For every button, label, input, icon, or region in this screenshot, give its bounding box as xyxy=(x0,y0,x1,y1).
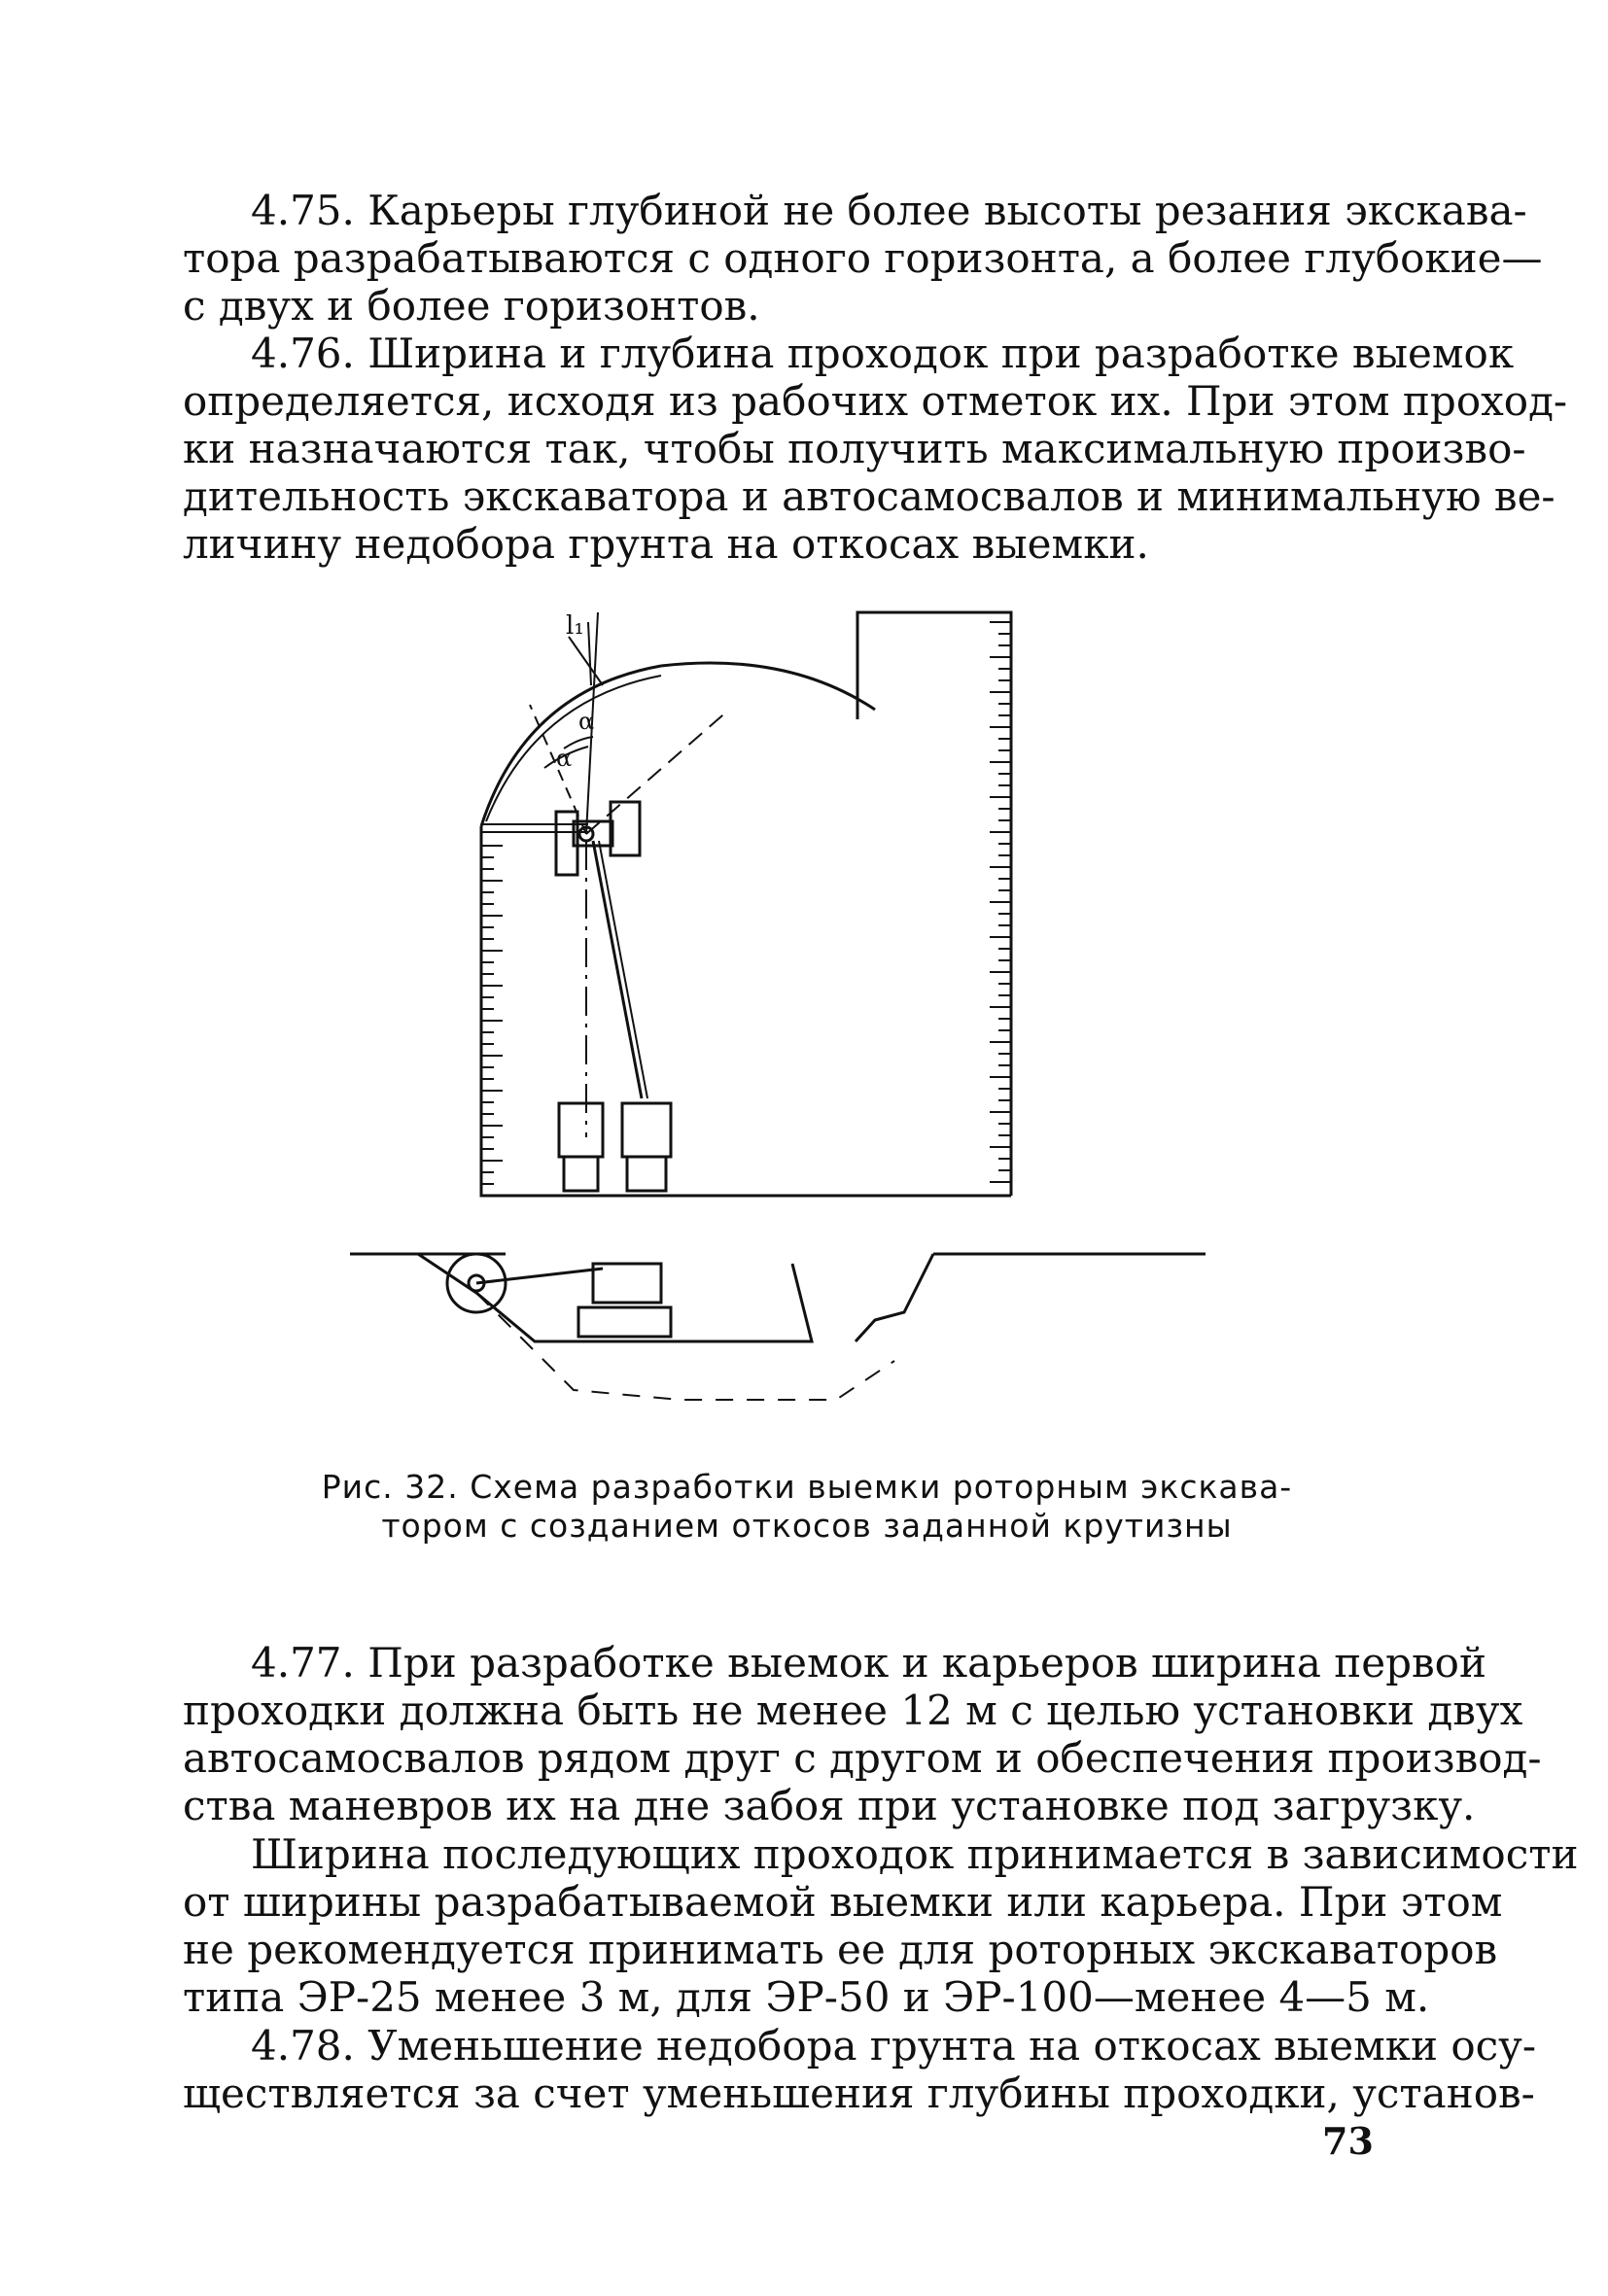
text-line: с двух и более горизонтов. xyxy=(183,282,760,330)
plan-view xyxy=(481,612,1011,1196)
text-line: ства маневров их на дне забоя при установке под загрузку. xyxy=(183,1782,1476,1829)
text-line: 4.76. Ширина и глубина проходок при разработке выемок xyxy=(251,330,1515,377)
text-line: определяется, исходя из рабочих отметок их. При этом проход- xyxy=(183,377,1568,425)
text-line: от ширины разрабатываемой выемки или карьера. При этом xyxy=(183,1878,1503,1926)
dimension-arrow xyxy=(569,637,603,685)
text-line: 4.77. При разработке выемок и карьеров ширина первой xyxy=(251,1639,1486,1687)
label-l1: l₁ xyxy=(566,611,584,641)
dimension-line xyxy=(588,622,591,685)
conveyor-line-1 xyxy=(593,841,642,1098)
pit-right-slope xyxy=(856,1254,933,1341)
text-line: типа ЭР-25 менее 3 м, для ЭР-50 и ЭР-100—менее 4—5 м. xyxy=(183,1973,1430,2021)
right-slope-line xyxy=(857,612,1011,1196)
text-line: тора разрабатываются с одного горизонта, а более глубокие— xyxy=(183,234,1543,282)
paragraph-4-77-continued xyxy=(183,1830,1579,2021)
excavator-tracks xyxy=(578,1307,671,1337)
text-line: автосамосвалов рядом друг с другом и обеспечения производ- xyxy=(183,1734,1542,1782)
cross-section-view xyxy=(350,1254,1206,1400)
truck-1-cab xyxy=(559,1103,603,1157)
caption-line-1: Рис. 32. Схема разработки выемки роторным экскава- xyxy=(321,1468,1293,1506)
excavator-cabin xyxy=(593,1264,661,1303)
paragraph-4-77 xyxy=(183,1639,1542,1829)
text-line: 4.75. Карьеры глубиной не более высоты резания экскава- xyxy=(251,187,1527,234)
arc-right xyxy=(661,663,875,710)
pit-outline xyxy=(418,1254,812,1341)
truck-2-body xyxy=(627,1157,666,1191)
page-number: 73 xyxy=(1322,2119,1374,2163)
paragraph-4-78 xyxy=(183,2022,1537,2117)
radius-line-3 xyxy=(586,710,729,834)
text-line: дительность экскаватора и автосамосвалов и минимальную ве- xyxy=(183,472,1556,520)
text-line: Ширина последующих проходок принимается в зависимости xyxy=(251,1830,1579,1878)
text-line: ществляется за счет уменьшения глубины проходки, установ- xyxy=(183,2070,1535,2117)
right-slope-hatching xyxy=(990,622,1011,1182)
left-slope-line xyxy=(481,826,1011,1196)
label-alpha-1: α xyxy=(556,745,573,772)
text-line: не рекомендуется принимать ее для роторных экскаваторов xyxy=(183,1926,1498,1973)
conveyor-line-2 xyxy=(599,841,647,1098)
truck-2-cab xyxy=(622,1103,671,1157)
truck-1-body xyxy=(564,1157,598,1191)
design-slope-line xyxy=(476,1293,894,1400)
boom-arm xyxy=(476,1269,603,1283)
text-line: 4.78. Уменьшение недобора грунта на откосах выемки осу- xyxy=(251,2022,1537,2070)
paragraph-4-76 xyxy=(183,330,1568,568)
label-alpha-2: α xyxy=(578,708,595,735)
excavation-scheme-figure xyxy=(331,593,1254,1448)
left-slope-hatching xyxy=(481,846,503,1184)
caption-line-2: тором с созданием откосов заданной крутизны xyxy=(381,1507,1233,1545)
text-line: ки назначаются так, чтобы получить максимальную произво- xyxy=(183,425,1526,472)
paragraph-4-75 xyxy=(183,187,1543,330)
figure-caption xyxy=(292,1468,1322,1546)
text-line: проходки должна быть не менее 12 м с целью установки двух xyxy=(183,1687,1523,1734)
text-line: личину недобора грунта на откосах выемки. xyxy=(183,520,1149,568)
